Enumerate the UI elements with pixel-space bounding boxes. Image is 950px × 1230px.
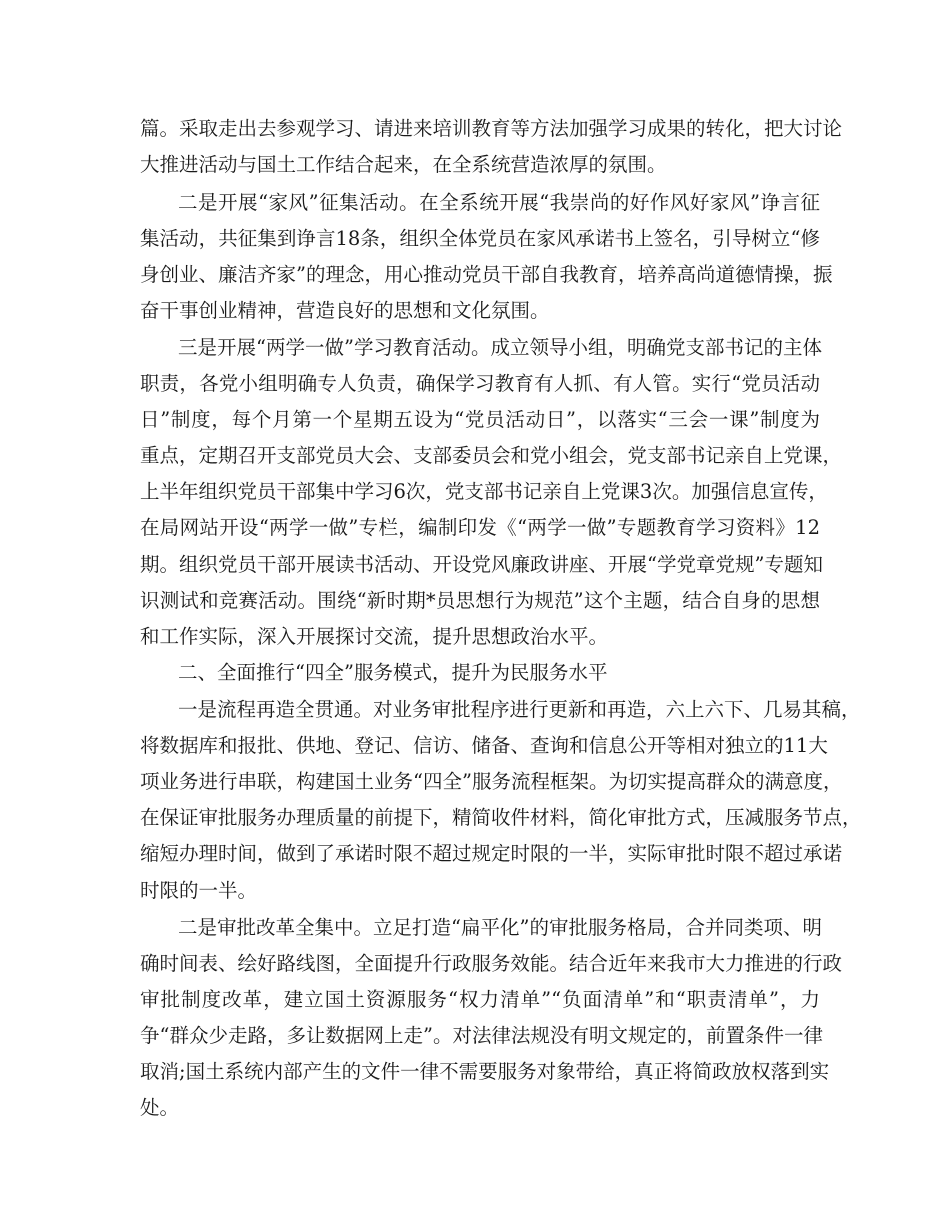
text-line: 日”制度，每个月第一个星期五设为“党员活动日”，以落实“三会一课”制度为 xyxy=(140,408,820,431)
text-line: 时限的一半。 xyxy=(140,879,258,902)
text-line: 处。 xyxy=(140,1096,180,1119)
text-line: 争“群众少走路，多让数据网上走”。对法律法规没有明文规定的，前置条件一律 xyxy=(140,1024,823,1047)
text-line: 上半年组织党员干部集中学习6次，党支部书记亲自上党课3次。加强信息宣传， xyxy=(140,480,828,503)
text-line: 篇。采取走出去参观学习、请进来培训教育等方法加强学习成果的转化，把大讨论 xyxy=(140,117,843,140)
text-line: 二是审批改革全集中。立足打造“扁平化”的审批服务格局，合并同类项、明 xyxy=(178,916,822,939)
text-line: 在保证审批服务办理质量的前提下，精简收件材料，简化审批方式，压减服务节点， xyxy=(140,806,862,829)
text-line: 识测试和竞赛活动。围绕“新时期*员思想行为规范”这个主题，结合自身的思想 xyxy=(140,589,820,612)
text-line: 在局网站开设“两学一做”专栏，编制印发《“两学一做”专题教育学习资料》12 xyxy=(140,516,820,539)
text-line: 职责，各党小组明确专人负责，确保学习教育有人抓、有人管。实行“党员活动 xyxy=(140,372,820,395)
text-line: 确时间表、绘好路线图，全面提升行政服务效能。结合近年来我市大力推进的行政 xyxy=(140,952,843,975)
text-line: 缩短办理时间，做到了承诺时限不超过规定时限的一半，实际审批时限不超过承诺 xyxy=(140,842,843,865)
text-line: 将数据库和报批、供地、登记、信访、储备、查询和信息公开等相对独立的11大 xyxy=(140,734,828,757)
text-line: 集活动，共征集到诤言18条，组织全体党员在家风承诺书上签名，引导树立“修 xyxy=(140,227,820,250)
text-line: 项业务进行串联，构建国土业务“四全”服务流程框架。为切实提高群众的满意度， xyxy=(140,770,843,793)
text-line: 审批制度改革，建立国土资源服务“权力清单”“负面清单”和“职责清单”，力 xyxy=(140,988,820,1011)
text-line: 重点，定期召开支部党员大会、支部委员会和党小组会，党支部书记亲自上党课， xyxy=(140,444,843,467)
text-line: 二是开展“家风”征集活动。在全系统开展“我崇尚的好作风好家风”诤言征 xyxy=(178,191,820,214)
text-line: 取消;国土系统内部产生的文件一律不需要服务对象带给，真正将简政放权落到实 xyxy=(140,1060,830,1083)
text-line: 一是流程再造全贯通。对业务审批程序进行更新和再造，六上六下、几易其稿， xyxy=(178,698,861,721)
text-line: 期。组织党员干部开展读书活动、开设党风廉政讲座、开展“学党章党规”专题知 xyxy=(140,553,823,576)
text-line: 和工作实际，深入开展探讨交流，提升思想政治水平。 xyxy=(140,625,609,648)
text-line: 大推进活动与国土工作结合起来，在全系统营造浓厚的氛围。 xyxy=(140,153,667,176)
text-line: 奋干事创业精神，营造良好的思想和文化氛围。 xyxy=(140,299,550,322)
section-heading: 二、全面推行“四全”服务模式，提升为民服务水平 xyxy=(178,661,608,684)
text-line: 三是开展“两学一做”学习教育活动。成立领导小组，明确党支部书记的主体 xyxy=(178,336,822,359)
text-line: 身创业、廉洁齐家”的理念，用心推动党员干部自我教育，培养高尚道德情操，振 xyxy=(140,263,833,286)
